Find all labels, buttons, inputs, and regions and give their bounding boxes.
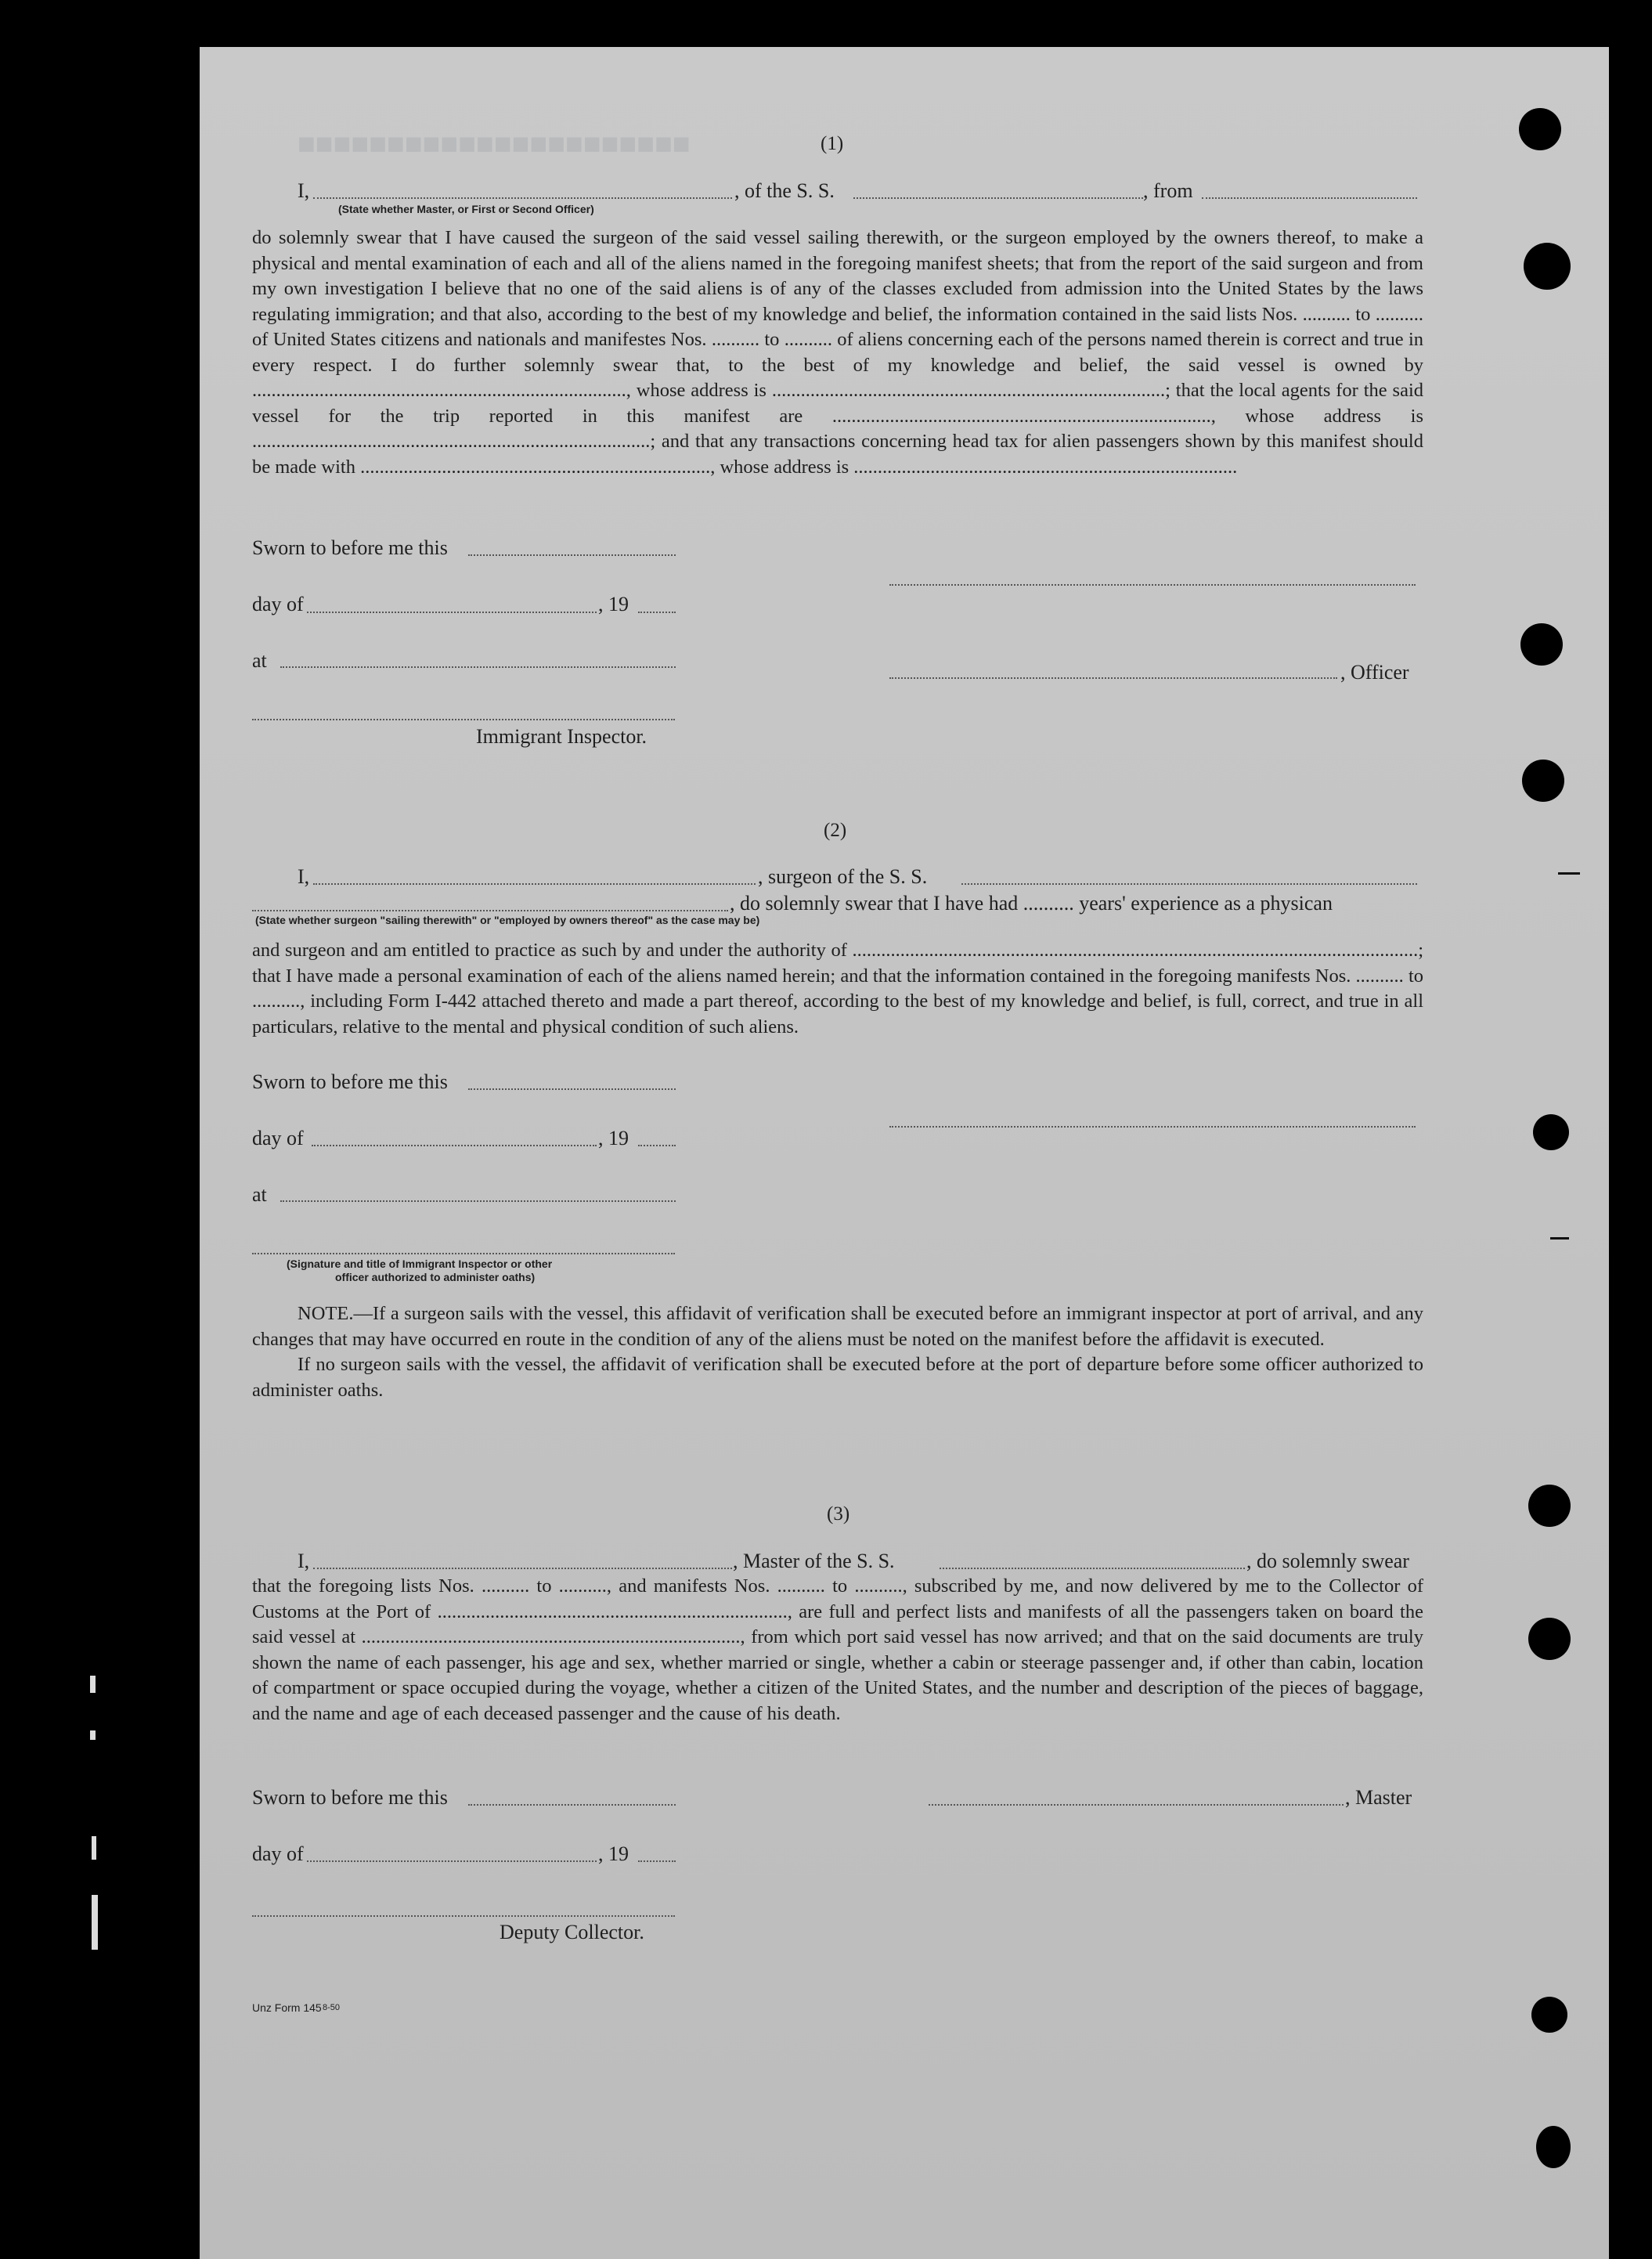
note-paragraph	[252, 1301, 1423, 1403]
year-field[interactable]	[638, 612, 676, 613]
name-field[interactable]	[313, 1568, 732, 1569]
oath-line-start: I,	[298, 179, 310, 202]
day-label: day of	[252, 593, 304, 615]
officer-label: , Officer	[1340, 661, 1409, 684]
film-mark	[92, 1836, 96, 1860]
collector-field[interactable]	[252, 1915, 675, 1917]
at-label: at	[252, 649, 267, 672]
sworn-label: Sworn to before me this	[252, 1070, 448, 1093]
bleed-through: ■■■■■■■■■■■■■■■■■■■■■■	[298, 129, 691, 163]
surgeon-type-field[interactable]	[252, 910, 728, 911]
surgeon-oath-paragraph	[252, 938, 1423, 1040]
section-number: (1)	[821, 133, 844, 154]
year-label: , 19	[598, 593, 629, 615]
collector-label: Deputy Collector.	[500, 1921, 644, 1943]
binder-hole	[1524, 243, 1571, 290]
binder-hole	[1531, 1997, 1567, 2033]
year-field[interactable]	[638, 1860, 676, 1862]
oath-text: do solemnly swear that I have caused the surgeon of the said vessel sailing therewith, or the surgeon employed by the owners thereof, to make a physical and mental examination of each and all of the aliens named in the foregoing manifest sheets; that from the report of the said surgeon and from my own investigation I believe that no one of the said aliens is of any of the classes excluded from admission into the United States by the laws regulating immigration; and that also, according to the best of my knowledge and belief, the information contained in the said lists Nos. .......... to .......... of United States citizens and nationals and manifestes Nos. .......... to .......... of aliens concerning each of the persons named therein is correct and true in every respect. I do further solemnly swear that, to the best of my knowledge and belief, the said vessel is owned by .............................................................................., whose address is ..................................................................................; that the local agents for the said vessel for the trip reported in this manifest are ..............................................................................., whose address is ...................................................................................; and that any transactions concerning head tax for alien passengers shown by this manifest should be made with ........................................................................., whose address is ................................................................................	[252, 227, 1423, 478]
sworn-field[interactable]	[468, 1804, 676, 1806]
binder-hole	[1528, 1485, 1571, 1527]
experience-line: , do solemnly swear that I have had .......... years' experience as a physican	[730, 892, 1333, 915]
surgeon-label: , surgeon of the S. S.	[758, 865, 928, 888]
section-number: (2)	[824, 820, 847, 841]
master-oath-paragraph	[252, 1574, 1423, 1727]
day-field[interactable]	[307, 1860, 597, 1862]
swear-label: , do solemnly swear	[1246, 1550, 1409, 1572]
sworn-label: Sworn to before me this	[252, 536, 448, 559]
from-field[interactable]	[1202, 197, 1417, 199]
sworn-field[interactable]	[468, 554, 676, 556]
master-title: , Master	[1345, 1786, 1412, 1809]
signature-field[interactable]	[889, 1126, 1416, 1128]
year-field[interactable]	[638, 1145, 676, 1146]
sworn-label: Sworn to before me this	[252, 1786, 448, 1809]
film-mark	[90, 1676, 96, 1693]
oath-line-start: I,	[298, 865, 310, 888]
note-text: NOTE.—If a surgeon sails with the vessel, this affidavit of verification shall be executed before an immigrant inspector at port of arrival, and any changes that may have occurred en route in the condition of any of the aliens must be noted on the manifest before the affidavit is executed.	[252, 1303, 1423, 1350]
oath-paragraph	[252, 226, 1423, 480]
binder-hole	[1533, 1114, 1569, 1150]
name-field[interactable]	[313, 883, 756, 885]
ship-field[interactable]	[961, 883, 1417, 885]
name-field[interactable]	[313, 197, 732, 199]
at-field[interactable]	[280, 666, 676, 668]
master-label: , Master of the S. S.	[733, 1550, 895, 1572]
year-label: , 19	[598, 1842, 629, 1865]
surgeon-oath-text: and surgeon and am entitled to practice as such by and under the authority of ......................................................................................................................; that I have made a personal examination of each of the aliens named herein; and that the information contained in the foregoing manifests Nos. .......... to .........., including Form I-442 attached thereto and made a part thereof, according to the best of my knowledge and belief, is full, correct, and true in all particulars, relative to the mental and physical condition of such aliens.	[252, 940, 1423, 1037]
officer-field[interactable]	[889, 677, 1337, 679]
inspector-field[interactable]	[252, 719, 675, 720]
day-label: day of	[252, 1842, 304, 1865]
edge-tick	[1550, 1237, 1569, 1240]
master-signature-field[interactable]	[929, 1804, 1344, 1806]
year-label: , 19	[598, 1127, 629, 1149]
day-field[interactable]	[307, 612, 597, 613]
inspector-signature-field[interactable]	[252, 1253, 675, 1254]
note-text: If no surgeon sails with the vessel, the affidavit of verification shall be executed before at the port of departure before some officer authorized to administer oaths.	[252, 1354, 1423, 1401]
binder-hole	[1519, 108, 1561, 150]
film-mark	[90, 1730, 96, 1740]
form-number: Unz Form 145	[252, 2001, 322, 2014]
inspector-label: Immigrant Inspector.	[476, 725, 647, 748]
master-oath-text: that the foregoing lists Nos. .......... to .........., and manifests Nos. .......... to .........., subscribed by me, and now delivered by me to the Collector of Customs at the Port of ........................................................................., are full and perfect lists and manifests of all the passengers taken on board the said vessel at ..............................................................................., from which port said vessel has now arrived; and that on the said documents are truly shown the name of each passenger, his age and sex, whether married or single, whether a cabin or steerage passenger and, if other than cabin, location of compartment or space occupied during the voyage, whether a citizen of the United States, and the number and description of the pieces of baggage, and the name and age of each deceased passenger and the cause of his death.	[252, 1575, 1423, 1724]
film-mark	[92, 1895, 98, 1950]
at-field[interactable]	[280, 1200, 676, 1202]
binder-hole	[1528, 1618, 1571, 1660]
at-label: at	[252, 1183, 267, 1206]
binder-hole	[1520, 623, 1563, 666]
sworn-field[interactable]	[468, 1088, 676, 1090]
surgeon-note: (State whether surgeon "sailing therewith" or "employed by owners thereof" as the case may be)	[255, 914, 760, 926]
section-number: (3)	[827, 1503, 850, 1525]
ship-field[interactable]	[853, 197, 1143, 199]
binder-hole	[1536, 2126, 1571, 2168]
binder-hole	[1522, 760, 1564, 802]
from-label: , from	[1143, 179, 1193, 202]
signature-note: (Signature and title of Immigrant Inspector or other	[287, 1258, 553, 1270]
officer-note: (State whether Master, or First or Second Officer)	[338, 203, 594, 215]
edge-tick	[1558, 872, 1580, 875]
signature-note: officer authorized to administer oaths)	[335, 1271, 536, 1283]
oath-line-start: I,	[298, 1550, 310, 1572]
signature-field[interactable]	[889, 584, 1416, 586]
day-field[interactable]	[312, 1145, 597, 1146]
ship-label: , of the S. S.	[734, 179, 835, 202]
day-label: day of	[252, 1127, 304, 1149]
form-date: 8-50	[323, 2003, 341, 2012]
ship-field[interactable]	[940, 1568, 1245, 1569]
